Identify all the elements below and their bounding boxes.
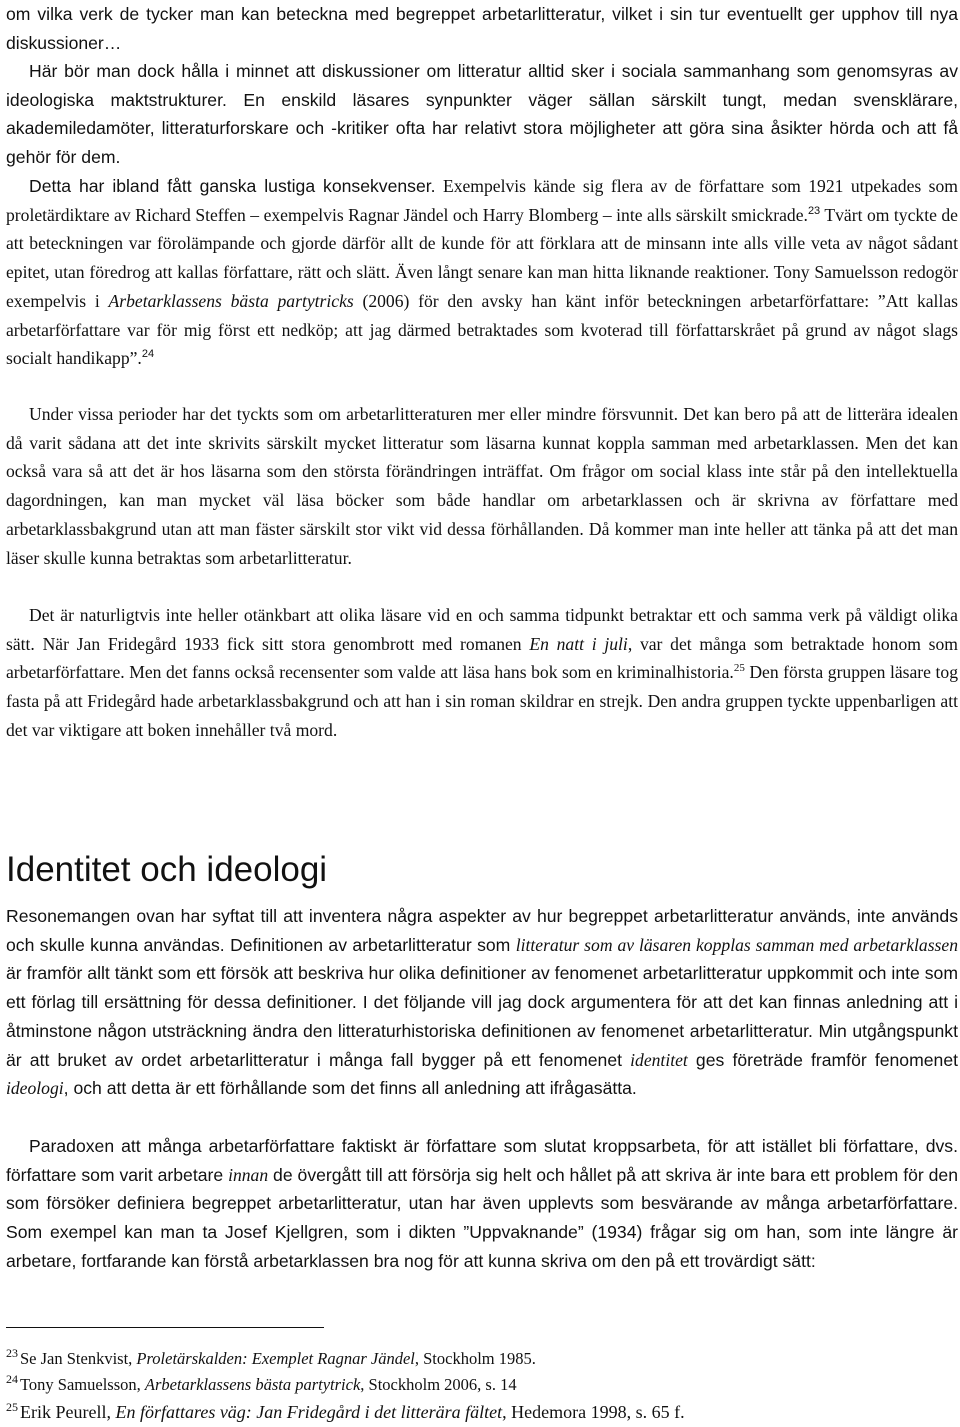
paragraph-5-text: Det är naturligtvis inte heller otänkbart att olika läsare vid en och samma tidpunkt betraktar ett och samma verk på väldigt olika sätt. När Jan Fridegård 1933 fick sitt stora genombrott med romanen (6, 605, 958, 654)
paragraph-1 (6, 0, 958, 57)
paragraph-4 (6, 400, 958, 572)
book-title-en-natt-i-juli: En natt i juli (529, 633, 628, 654)
paragraph-3-text-cont: Tvärt om tyckte de att beteckningen var förolämpande och gjorde därför allt de kunde för att förklara att de minsann inte alls ville veta av något sådant epitet, utan föredrog att kallas författare, rätt och slätt. Även långt senare kan man hitta liknande reaktioner. Tony Samuelsson redogör exempelvis i (6, 204, 958, 311)
term-innan: innan (228, 1164, 269, 1185)
term-identitet: identitet (630, 1049, 688, 1070)
paragraph-6-text-end: , och att detta är ett förhållande som det finns all anledning att ifrågasätta. (63, 1078, 637, 1099)
footnote-text-end: , Stockholm 1985. (414, 1349, 536, 1368)
paragraph-6 (6, 902, 958, 1103)
paragraph-2 (6, 57, 958, 172)
footnote-number: 24 (6, 1372, 18, 1386)
paragraph-3 (6, 172, 958, 373)
paragraph-3-quote: (2006) för den avsky han känt inför beteckningen arbetarförfattare: ”Att kallas arbetarförfattare var för mig först ett nedköp; att jag därmed betraktades som kvoterad till författarskrået på grund av något slags socialt handikapp”. (6, 290, 958, 369)
footnote-text: Tony Samuelsson, (20, 1375, 145, 1394)
footnote-text-end: , Stockholm 2006, s. 14 (360, 1375, 517, 1394)
paragraph-6-text: Definitionen av arbetarlitteratur som (224, 934, 516, 955)
footnote-25 (6, 1399, 958, 1425)
paragraph-3-lead: Detta har ibland fått ganska lustiga konsekvenser. (29, 176, 436, 196)
footnote-24 (6, 1372, 958, 1398)
footnote-ref-24[interactable]: 24 (141, 348, 155, 361)
paragraph-6-text-cont: är framför allt tänkt som ett försök att beskriva hur olika definitioner av fenomenet arbetarlitteratur uppkommit och inte som ett förlag till ersättning för dessa definitioner. I det följande vill jag dock argumentera för att det kan finnas anledning att i åtminstone någon utsträckning ändra den litteraturhistoriska definitionen av fenomenet arbetarlitteratur. Min utgångspunkt är att bruket av ordet arbetarlitteratur i många fall bygger på ett fenomenet (6, 963, 958, 1070)
footnote-number: 25 (6, 1400, 18, 1414)
paragraph-7-text: Paradoxen att många arbetarförfattare faktiskt är författare som slutat kroppsarbeta, för att istället bli författare, dvs. författare som varit arbetare (6, 1136, 958, 1185)
footnote-text: Se Jan Stenkvist, (20, 1349, 137, 1368)
footnote-title: Proletärskalden: Exemplet Ragnar Jändel (136, 1349, 415, 1368)
footnote-23 (6, 1346, 958, 1372)
footnote-text: Erik Peurell, (20, 1402, 116, 1422)
paragraph-5 (6, 601, 958, 745)
paragraph-5-text-cont: , var det många som betraktade honom som arbetarförfattare. Men det fanns också recensenter som valde att läsa hans bok som en kriminalhistoria. (6, 633, 958, 683)
paragraph-6-text-mid: ges företräde framför fenomenet (687, 1049, 958, 1070)
paragraph-1-text: om vilka verk de tycker man kan beteckna med begreppet arbetarlitteratur, vilket i sin tur eventuellt ger upphov till nya diskussioner… (6, 4, 958, 53)
footnote-ref-23[interactable]: 23 (807, 204, 821, 217)
footnote-divider (6, 1327, 324, 1328)
paragraph-7-text-cont: de övergått till att försörja sig helt och hållet på att skriva är inte bara ett problem för den som försöker definiera begreppet arbetarlitteratur, utan har även upplevts som besvärande av många arbetarförfattare. Som exempel kan man ta Josef Kjellgren, som i dikten ”Uppvaknande” (1934) frågar sig om han, som inte längre är arbetare, fortfarande kan förstå arbetarklassen bra nog för att kunna skriva om den på ett trovärdigt sätt: (6, 1164, 959, 1271)
term-ideologi: ideologi (6, 1078, 64, 1099)
paragraph-2-text: En enskild läsares synpunkter väger sällan särskilt tungt, medan svensklärare, akademiledamöter, litteraturforskare och -kritiker ofta har relativt stora möjligheter att göra sina åsikter hörda och att få gehör för dem. (6, 89, 959, 168)
paragraph-5-text-end: Den första gruppen läsare tog fasta på att Fridegård hade arbetarklassbakgrund och att han i sin roman skildrar en strejk. Den andra gruppen tyckte uppenbarligen att det var viktigare att boken innehåller två mord. (6, 662, 958, 740)
paragraph-6-lead: Resonemangen ovan har syftat till att inventera några aspekter av hur begreppet arbetarlitteratur används, inte används och skulle kunna användas. (6, 906, 958, 955)
paragraph-2-lead: Här bör man dock hålla i minnet att diskussioner om litteratur alltid sker i sociala sammanhang som genomsyras av ideologiska maktstrukturer. (6, 61, 958, 110)
paragraph-7 (6, 1132, 958, 1276)
footnote-title: En författares väg: Jan Fridegård i det litterära fältet (115, 1402, 503, 1422)
paragraph-3-text: Exempelvis kände sig flera av de författare som 1921 utpekades som proletärdiktare av Richard Steffen – exempelvis Ragnar Jändel och Harry Blomberg – inte alls särskilt smickrade. (6, 176, 958, 225)
book-title-arbetarklassens: Arbetarklassens bästa partytricks (108, 290, 354, 311)
footnote-text-end: , Hedemora 1998, s. 65 f. (502, 1402, 685, 1422)
footnote-title: Arbetarklassens bästa partytrick (144, 1375, 361, 1394)
section-heading: Identitet och ideologi (6, 850, 328, 889)
footnote-number: 23 (6, 1346, 18, 1360)
definition-italic: litteratur som av läsaren kopplas samman med arbetarklassen (515, 934, 958, 955)
footnote-ref-25[interactable]: 25 (733, 662, 745, 675)
paragraph-4-text: Under vissa perioder har det tyckts som om arbetarlitteraturen mer eller mindre försvunnit. Det kan bero på att de litterära idealen då varit sådana att det inte skrivits särskilt mycket litteratur som läsarna kunnat koppla samman med arbetarklassen. Men det kan också vara så att det är hos läsarna som den största förändringen inträffat. Om frågor om social klass inte står på den intellektuella dagordningen, kan man mycket väl läsa böcker som både handlar om arbetarklassen och är skrivna av författare med arbetarklassbakgrund utan att man fäster särskilt stor vikt vid dessa förhållanden. Då kommer man inte heller att tänka på att det man läser skulle kunna betraktas som arbetarlitteratur. (6, 404, 958, 568)
